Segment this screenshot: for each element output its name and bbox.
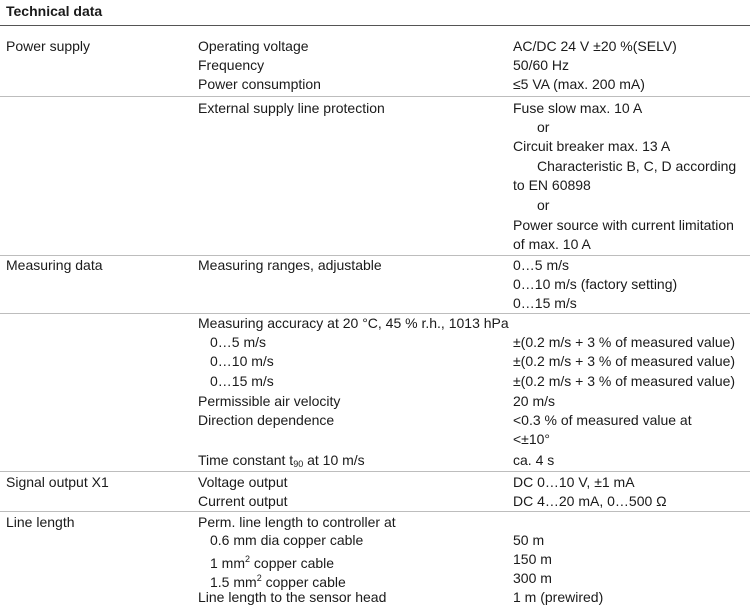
permissible-velocity-label: Permissible air velocity	[198, 393, 341, 409]
accuracy-range: 0…5 m/s	[210, 334, 267, 350]
protection-line: or	[537, 119, 550, 135]
voltage-output-value: DC 0…10 V, ±1 mA	[513, 474, 635, 490]
protection-line: Fuse slow max. 10 A	[513, 100, 643, 116]
perm-line-length-label: Perm. line length to controller at	[198, 514, 396, 530]
frequency-value: 50/60 Hz	[513, 57, 570, 73]
protection-line: of max. 10 A	[513, 236, 591, 252]
external-protection-label: External supply line protection	[198, 100, 385, 116]
range-value: 0…5 m/s	[513, 257, 570, 273]
operating-voltage-label: Operating voltage	[198, 38, 309, 54]
power-consumption-label: Power consumption	[198, 76, 321, 92]
current-output-value: DC 4…20 mA, 0…500 Ω	[513, 493, 667, 509]
voltage-output-label: Voltage output	[198, 474, 288, 490]
cable-length-value: 150 m	[513, 551, 552, 567]
accuracy-value: ±(0.2 m/s + 3 % of measured value)	[513, 353, 736, 369]
section-divider	[0, 511, 750, 512]
measuring-ranges-label: Measuring ranges, adjustable	[198, 257, 382, 273]
cable-label: 1.5 $mm^2$ copper cable	[210, 573, 346, 590]
operating-voltage-value: AC/DC 24 V ±20 %(SELV)	[513, 38, 677, 54]
section-label-signal-output: Signal output X1	[6, 474, 109, 490]
section-divider	[0, 471, 750, 472]
accuracy-label: Measuring accuracy at 20 °C, 45 % r.h., 1013 hPa	[198, 315, 509, 331]
range-value: 0…10 m/s (factory setting)	[513, 276, 678, 292]
accuracy-range: 0…10 m/s	[210, 353, 274, 369]
direction-dependence-label: Direction dependence	[198, 412, 335, 428]
protection-line: Characteristic B, C, D according	[537, 158, 737, 174]
section-label-line-length: Line length	[6, 514, 75, 530]
protection-line: Power source with current limitation	[513, 217, 734, 233]
sensor-line-length-label: Line length to the sensor head	[198, 589, 387, 605]
protection-line: to EN 60898	[513, 177, 591, 193]
accuracy-range: 0…15 m/s	[210, 373, 274, 389]
direction-dependence-value: <0.3 % of measured value at	[513, 412, 692, 428]
section-label-measuring-data: Measuring data	[6, 257, 103, 273]
accuracy-value: ±(0.2 m/s + 3 % of measured value)	[513, 373, 736, 389]
time-constant-value: ca. 4 s	[513, 452, 555, 468]
power-consumption-value: ≤5 VA (max. 200 mA)	[513, 76, 645, 92]
protection-line: Circuit breaker max. 13 A	[513, 138, 671, 154]
title-rule	[0, 25, 750, 26]
range-value: 0…15 m/s	[513, 295, 577, 311]
time-constant-label: Time constant $t_{90}$ at 10 m/s	[198, 452, 365, 469]
cable-label: 1 $mm^2$ copper cable	[210, 554, 335, 571]
frequency-label: Frequency	[198, 57, 265, 73]
page-title: Technical data	[6, 3, 103, 19]
permissible-velocity-value: 20 m/s	[513, 393, 556, 409]
sensor-line-length-value: 1 m (prewired)	[513, 589, 604, 605]
cable-length-value: 50 m	[513, 532, 545, 548]
cable-length-value: 300 m	[513, 570, 552, 586]
cable-label: 0.6 mm dia copper cable	[210, 532, 364, 548]
section-label-power-supply: Power supply	[6, 38, 91, 54]
direction-dependence-value: <±10°	[513, 431, 551, 447]
row-divider	[0, 96, 750, 97]
protection-line: or	[537, 197, 550, 213]
accuracy-value: ±(0.2 m/s + 3 % of measured value)	[513, 334, 736, 350]
current-output-label: Current output	[198, 493, 288, 509]
